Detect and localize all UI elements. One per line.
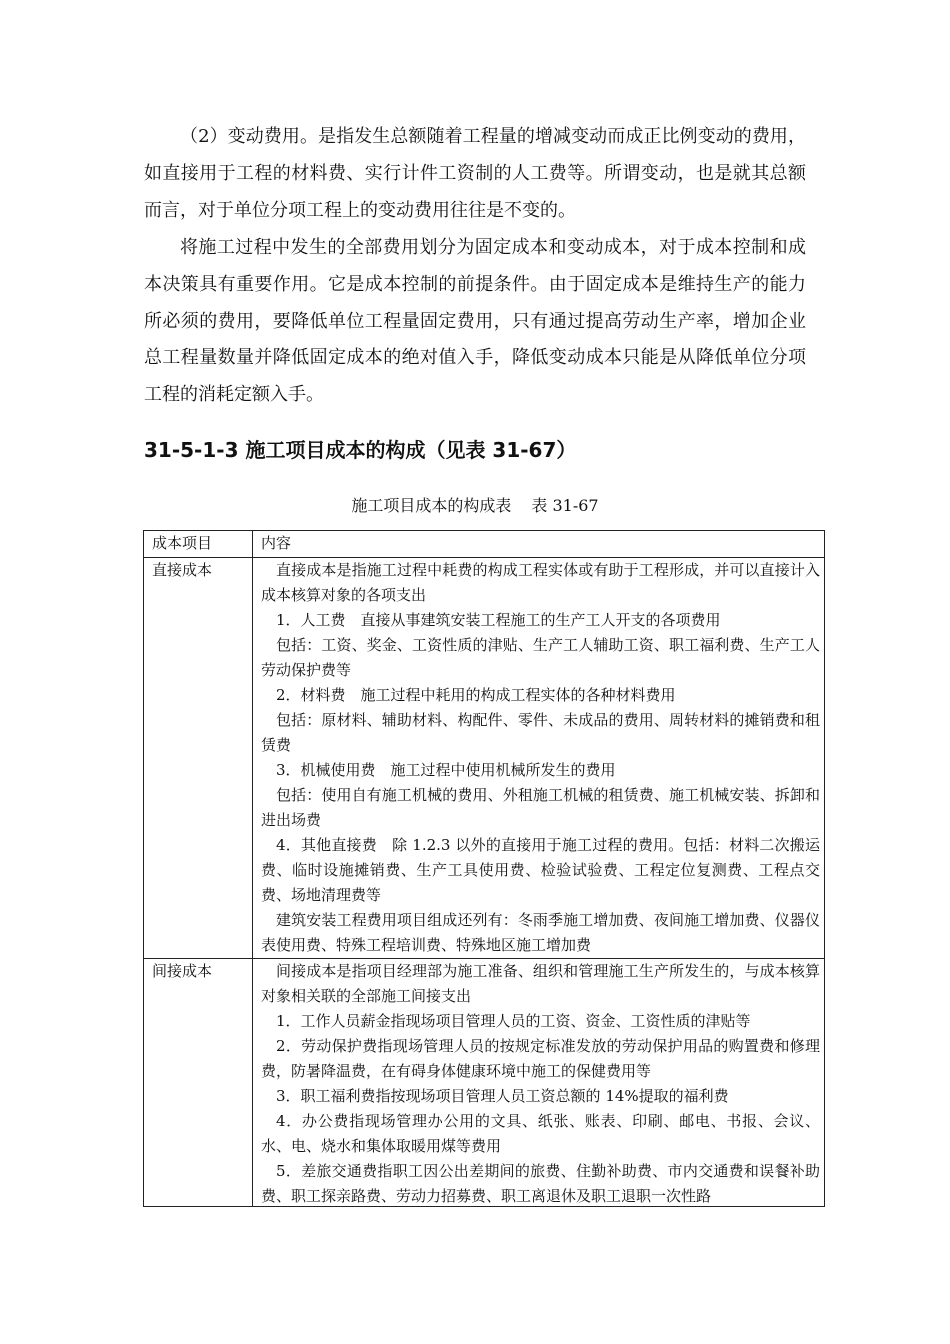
row-item-indirect-cost: 间接成本 <box>144 959 253 1207</box>
table-row <box>144 558 825 959</box>
content-line: 4．其他直接费 除 1.2.3 以外的直接用于施工过程的费用。包括：材料二次搬运费、临时设施摊销费、生产工具使用费、检验试验费、工程定位复测费、工程点交费、场地清理费等 <box>261 836 820 904</box>
content-line: 间接成本是指项目经理部为施工准备、组织和管理施工生产所发生的，与成本核算对象相关联的全部施工间接支出 <box>261 962 820 1005</box>
content-line: 直接成本是指施工过程中耗费的构成工程实体或有助于工程形成，并可以直接计入成本核算对象的各项支出 <box>261 561 820 604</box>
content-line: 包括：工资、奖金、工资性质的津贴、生产工人辅助工资、职工福利费、生产工人劳动保护费等 <box>261 636 820 679</box>
content-line: 1．工作人员薪金指现场项目管理人员的工资、资金、工资性质的津贴等 <box>276 1012 751 1030</box>
section-heading: 31-5-1-3 施工项目成本的构成（见表 31-67） <box>144 438 577 462</box>
content-line: 1．人工费 直接从事建筑安装工程施工的生产工人开支的各项费用 <box>276 611 721 629</box>
content-line: 4．办公费指现场管理办公用的文具、纸张、账表、印刷、邮电、书报、会议、水、电、烧水和集体取暖用煤等费用 <box>261 1112 820 1155</box>
header-content: 内容 <box>253 531 825 558</box>
table-header-row <box>144 531 825 558</box>
table-caption <box>144 492 806 520</box>
content-line: 3．职工福利费指按现场项目管理人员工资总额的 14%提取的福利费 <box>276 1087 729 1105</box>
content-line: 包括：原材料、辅助材料、构配件、零件、未成品的费用、周转材料的摊销费和租赁费 <box>261 711 820 754</box>
row-content-indirect-cost <box>253 959 825 1207</box>
row-content-direct-cost <box>253 558 825 959</box>
content-line: 建筑安装工程费用项目组成还列有：冬雨季施工增加费、夜间施工增加费、仪器仪表使用费、特殊工程培训费、特殊地区施工增加费 <box>261 911 820 954</box>
content-line: 2．劳动保护费指现场管理人员的按规定标准发放的劳动保护用品的购置费和修理费，防暑降温费，在有碍身体健康环境中施工的保健费用等 <box>261 1037 820 1080</box>
header-cost-item: 成本项目 <box>144 531 253 558</box>
table-row <box>144 959 825 1207</box>
content-line: 5．差旅交通费指职工因公出差期间的旅费、住勤补助费、市内交通费和误餐补助费、职工探亲路费、劳动力招募费、职工离退休及职工退职一次性路 <box>261 1162 820 1205</box>
content-line: 包括：使用自有施工机械的费用、外租施工机械的租赁费、施工机械安装、拆卸和进出场费 <box>261 786 820 829</box>
indirect-cost-content <box>261 959 820 1206</box>
cost-composition-table <box>143 530 825 1207</box>
paragraph-cost-division: 将施工过程中发生的全部费用划分为固定成本和变动成本，对于成本控制和成本决策具有重要作用。它是成本控制的前提条件。由于固定成本是维持生产的能力所必须的费用，要降低单位工程量固定费用，只有通过提高劳动生产率，增加企业总工程量数量并降低固定成本的绝对值入手，降低变动成本只能是从降低单位分项工程的消耗定额入手。 <box>144 237 806 406</box>
content-line: 3．机械使用费 施工过程中使用机械所发生的费用 <box>276 761 616 779</box>
table-caption-title: 施工项目成本的构成表 <box>351 496 512 515</box>
table-caption-number: 表 31-67 <box>531 496 599 515</box>
row-item-direct-cost: 直接成本 <box>144 558 253 959</box>
content-line: 2．材料费 施工过程中耗用的构成工程实体的各种材料费用 <box>276 686 676 704</box>
paragraph-variable-cost: （2）变动费用。是指发生总额随着工程量的增减变动而成正比例变动的费用，如直接用于工程的材料费、实行计件工资制的人工费等。所谓变动，也是就其总额而言，对于单位分项工程上的变动费用往往是不变的。 <box>144 126 806 221</box>
